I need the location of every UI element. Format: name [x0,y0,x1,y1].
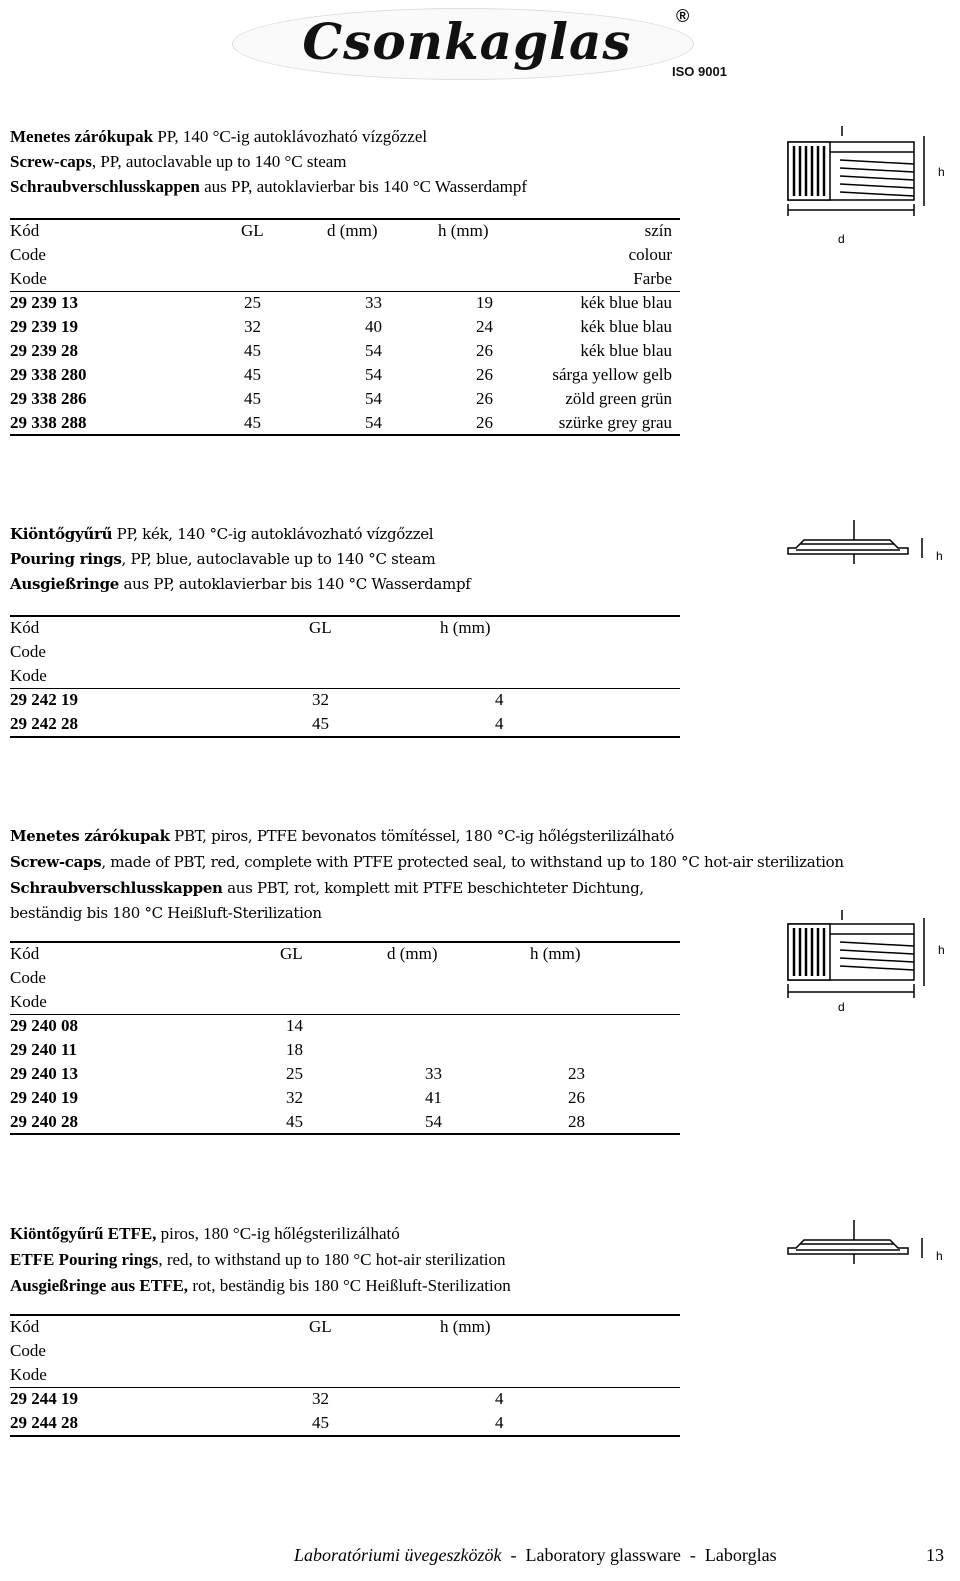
footer-de: Laborglas [704,1545,777,1565]
table-header-row: Kode [10,1365,47,1384]
dimension-h-label: h [938,165,945,179]
table-row: 29 239 13 25 33 19 kék blue blau [10,293,672,312]
dimension-h-label: h [936,1249,943,1263]
table-header-row: Kode [10,666,47,685]
section1-title-en: Screw-caps, PP, autoclavable up to 140 °C steam [10,152,347,171]
table-header-row: Kód GL h (mm) [10,618,491,637]
logo-text: Csonkaglas [302,12,632,71]
table-header-row: Code [10,1341,46,1360]
section2-title-de: Ausgießringe aus PP, autoklavierbar bis 140 °C Wasserdampf [10,575,471,593]
section3-title-en: Screw-caps, made of PBT, red, complete with PTFE protected seal, to withstand up to 180 °C hot-air sterilization [10,853,844,871]
table-row: 29 239 19 32 40 24 kék blue blau [10,317,672,336]
pouring-ring-diagram-icon [780,1218,950,1268]
section1-title-de: Schraubverschlusskappen aus PP, autoklavierbar bis 140 °C Wasserdampf [10,177,528,196]
table-header-row: Kód GL h (mm) [10,1317,491,1336]
table-row: 29 338 286 45 54 26 zöld green grün [10,389,672,408]
dimension-d-label: d [838,232,845,246]
section2-title-hu: Kiöntőgyűrű PP, kék, 140 °C-ig autoklávozható vízgőzzel [10,525,434,543]
section4-title-de: Ausgießringe aus ETFE, rot, beständig bis 180 °C Heißluft-Sterilization [10,1276,511,1295]
table-header-row: Kód GL d (mm) h (mm) [10,944,581,963]
table-header-row: Kód GL d (mm) h (mm) szín [10,221,672,240]
table-row: 29 244 19 32 4 [10,1389,504,1408]
table-row: 29 240 19 32 41 26 [10,1088,585,1107]
section4-table [10,1314,680,1439]
table-header-row: Kode Farbe [10,269,672,288]
table-row: 29 244 28 45 4 [10,1413,504,1432]
section4-title-en: ETFE Pouring rings, red, to withstand up to 180 °C hot-air sterilization [10,1250,506,1269]
table-row: 29 240 28 45 54 28 [10,1112,585,1131]
footer-hu: Laboratóriumi üvegeszközök [294,1545,502,1565]
iso-label: ISO 9001 [672,64,727,79]
table-header-row: Code [10,642,46,661]
registered-mark: ® [676,6,690,26]
table-header-row: Code colour [10,245,672,264]
table-row: 29 338 280 45 54 26 sárga yellow gelb [10,365,672,384]
section3-title-de-cont: beständig bis 180 °C Heißluft-Sterilization [10,904,322,922]
section2-title-en: Pouring rings, PP, blue, autoclavable up to 140 °C steam [10,550,436,568]
screw-cap-diagram-icon [780,908,950,1004]
pouring-ring-diagram-icon [780,518,950,568]
table-row: 29 240 11 18 [10,1040,303,1059]
table-row: 29 242 19 32 4 [10,690,504,709]
table-row: 29 240 13 25 33 23 [10,1064,585,1083]
footer-en: Laboratory glassware [525,1545,681,1565]
section1-table [10,218,680,433]
table-row: 29 240 08 14 [10,1016,303,1035]
dimension-d-label: d [838,1000,845,1014]
section2-table [10,615,680,740]
section3-title-de: Schraubverschlusskappen aus PBT, rot, komplett mit PTFE beschichteter Dichtung, [10,879,644,897]
logo [232,6,744,84]
page-number: 13 [926,1545,944,1565]
table-row: 29 239 28 45 54 26 kék blue blau [10,341,672,360]
dimension-h-label: h [938,943,945,957]
table-row: 29 338 288 45 54 26 szürke grey grau [10,413,672,432]
table-row: 29 242 28 45 4 [10,714,504,733]
dimension-h-label: h [936,549,943,563]
section4-title-hu: Kiöntőgyűrű ETFE, piros, 180 °C-ig hőlégsterilizálható [10,1224,400,1243]
section1-title-hu: Menetes zárókupak PP, 140 °C-ig autoklávozható vízgőzzel [10,127,428,146]
screw-cap-diagram-icon [780,122,950,222]
table-header-row: Kode [10,992,47,1011]
section3-table [10,941,680,1136]
page-footer: Laboratóriumi üvegeszközök - Laboratory glassware - Laborglas 13 [294,1545,944,1565]
section3-title-hu: Menetes zárókupak PBT, piros, PTFE bevonatos tömítéssel, 180 °C-ig hőlégsterilizálható [10,827,675,845]
table-header-row: Code [10,968,46,987]
